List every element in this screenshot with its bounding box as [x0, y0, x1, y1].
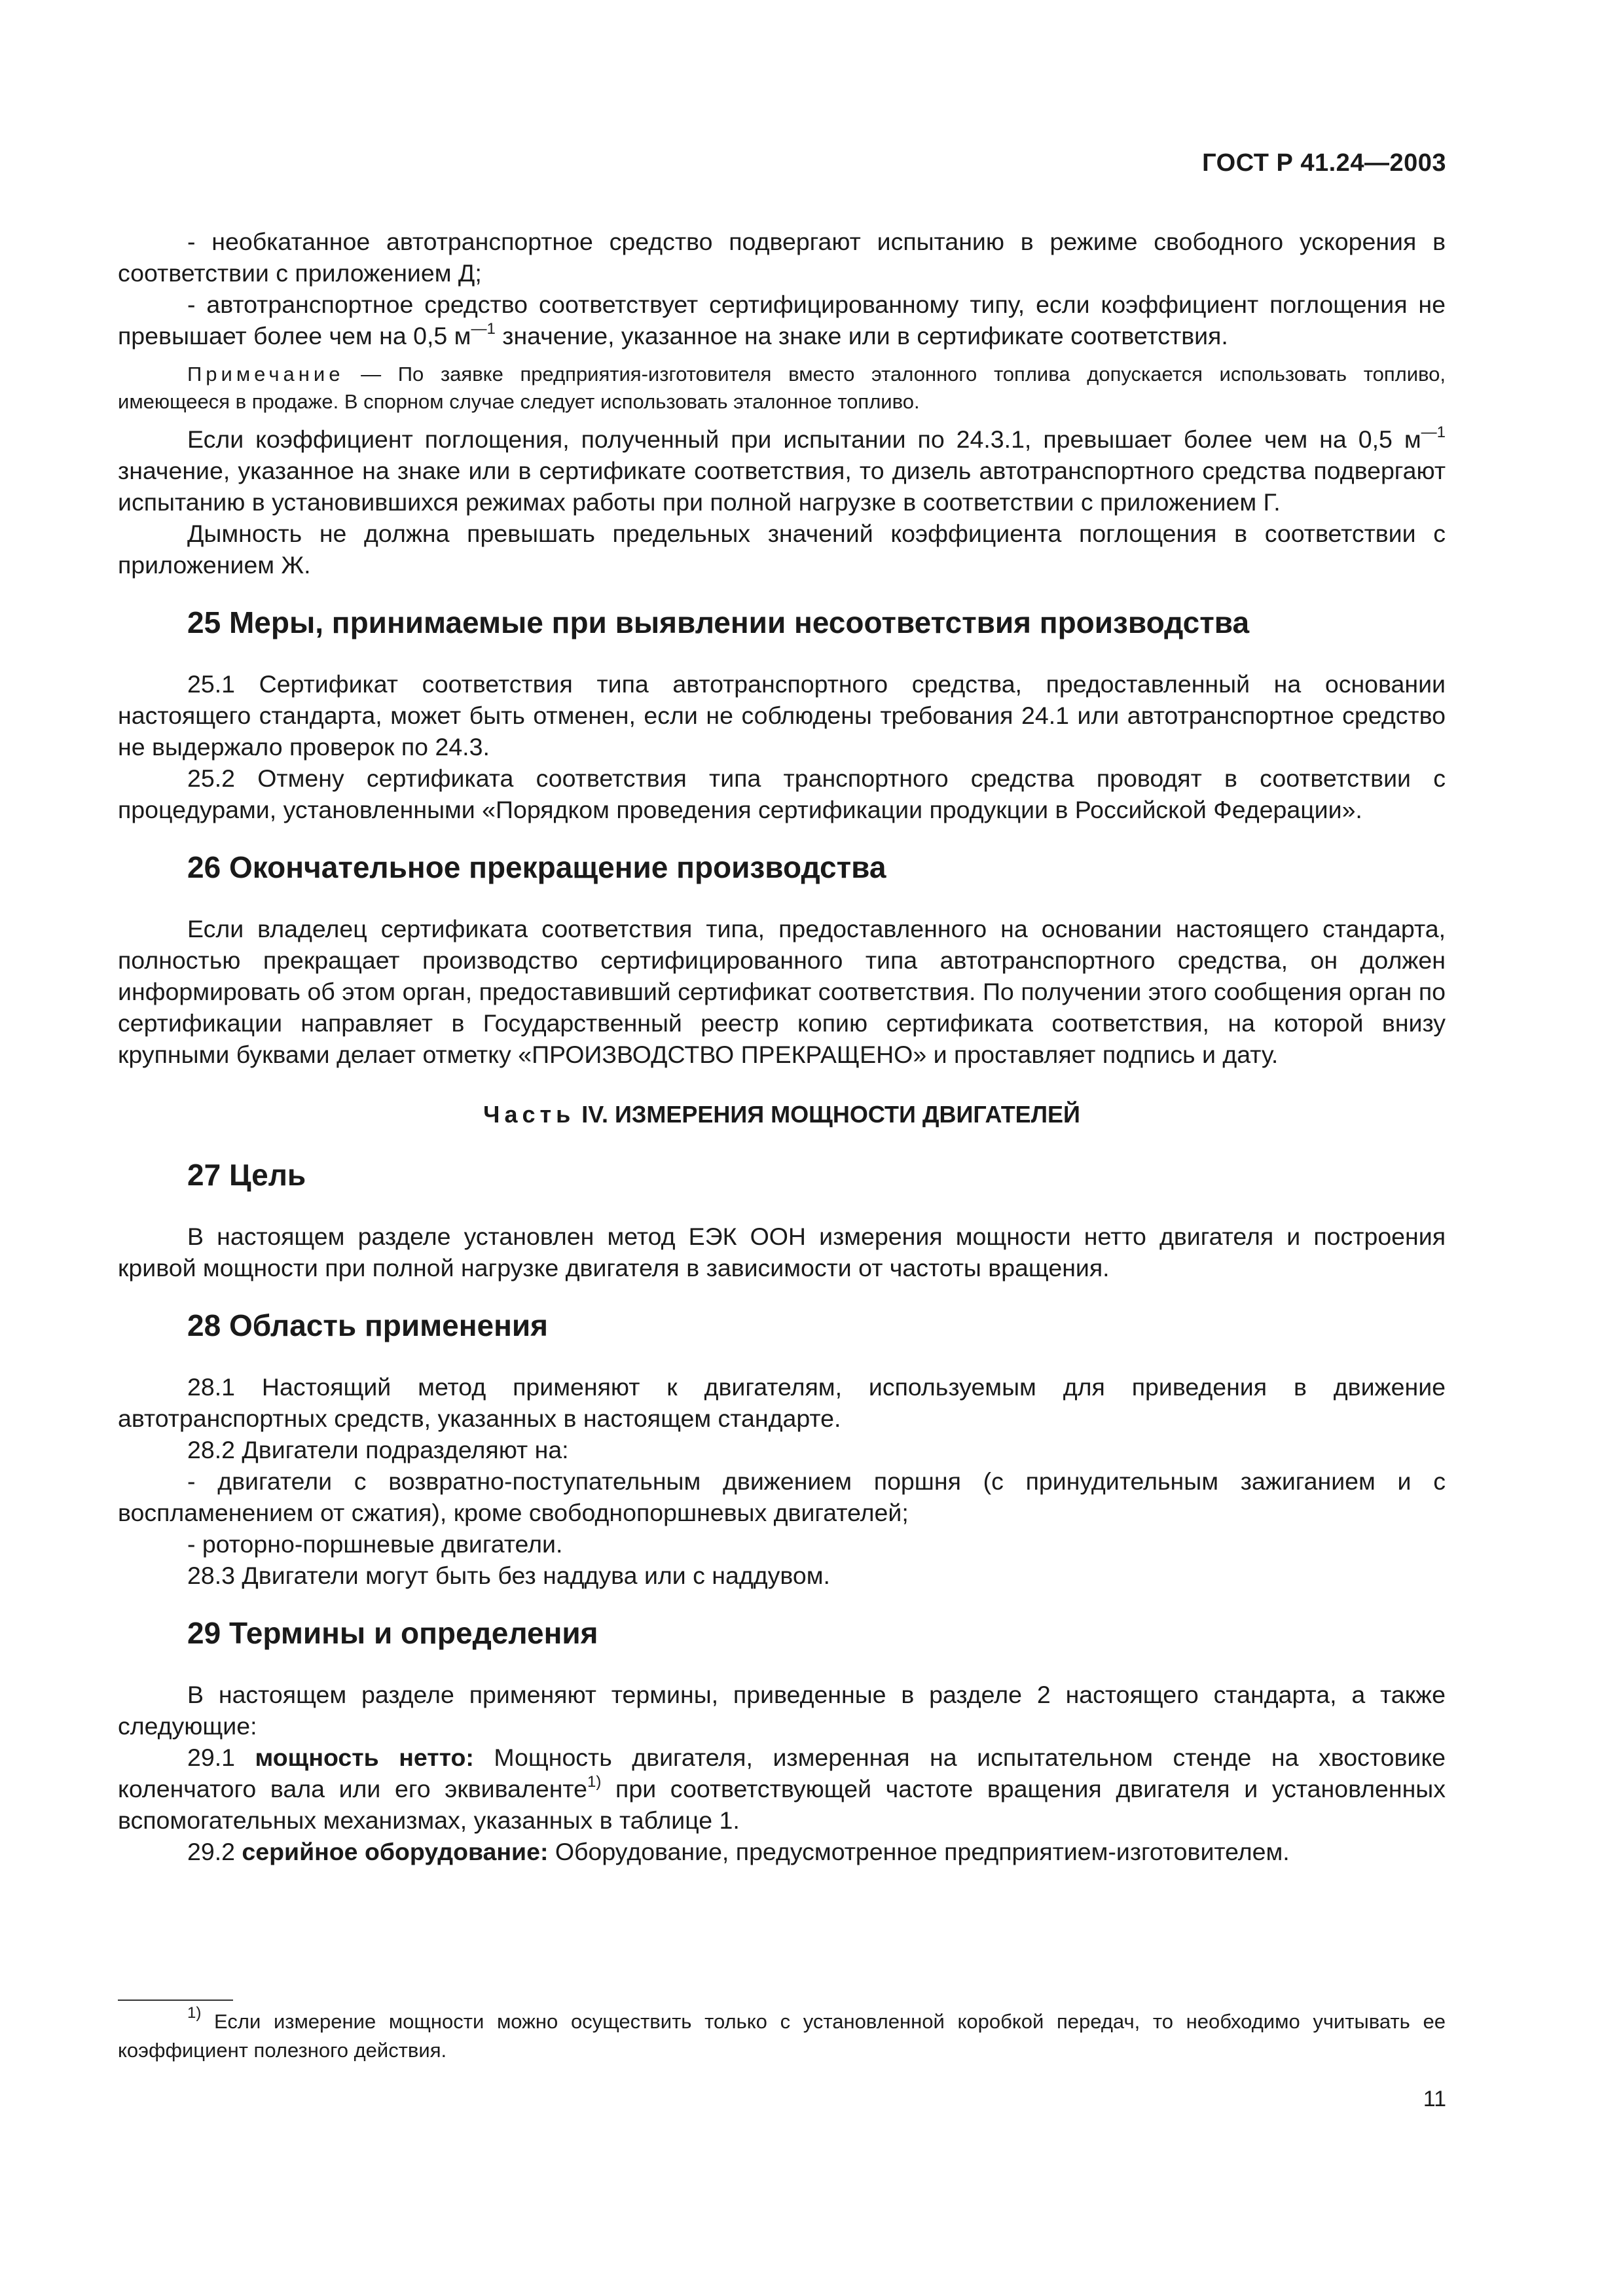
section-28-paragraph-5: 28.3 Двигатели могут быть без наддува или с наддувом. — [187, 1562, 830, 1589]
document-code-header: ГОСТ Р 41.24—2003 — [1202, 149, 1446, 177]
term-net-power: мощность нетто: — [255, 1744, 474, 1771]
section-26-paragraph-1: Если владелец сертификата соответствия типа, предоставленного на основании настоящего стандарта, полностью прекращает производство сертифицированного типа автотранспортного средства, он должен информировать об этом орган, предоставивший сертификат соответствия. По получении этого сообщения орган по сертификации направляет в Государственный реестр копию сертификата соответствия, на которой внизу крупными буквами делает отметку «ПРОИЗВОДСТВО ПРЕКРАЩЕНО» и проставляет подпись и дату. — [118, 915, 1446, 1068]
section-29-paragraph-3: 29.2 серийное оборудование: Оборудование, предусмотренное предприятием-изготовителем. — [187, 1838, 1290, 1865]
section-25-paragraph-1: 25.1 Сертификат соответствия типа автотранспортного средства, предоставленный на основании настоящего стандарта, может быть отменен, если не соблюдены требования 24.1 или автотранспортное средство не выдержало проверок по 24.3. — [118, 670, 1446, 761]
section-26-heading: 26 Окончательное прекращение производства — [187, 850, 886, 884]
section-28-paragraph-3: - двигатели с возвратно-поступательным движением поршня (с принудительным зажиганием и с воспламенением от сжатия), кроме свободнопоршневых двигателей; — [118, 1467, 1446, 1526]
section-28-heading: 28 Область применения — [187, 1308, 549, 1342]
footnote-mark: 1) — [187, 2004, 202, 2022]
footnote: $^{1)}$ Если измерение мощности можно осуществить только с установленной коробкой передач, то необходимо учитывать ее коэффициент полезного действия. — [118, 2004, 1446, 2062]
note-paragraph: Примечание — По заявке предприятия-изготовителя вместо эталонного топлива допускается использовать топливо, имеющееся в продаже. В спорном случае следует использовать эталонное топливо. — [118, 363, 1446, 413]
part-label: Часть — [483, 1101, 575, 1128]
section-28-paragraph-2: 28.2 Двигатели подразделяют на: — [187, 1436, 569, 1463]
section-28-paragraph-4: - роторно-поршневые двигатели. — [187, 1530, 563, 1558]
footnote-reference: 1) — [587, 1773, 602, 1791]
part-4-heading: Часть IV. ИЗМЕРЕНИЯ МОЩНОСТИ ДВИГАТЕЛЕЙ — [483, 1101, 1080, 1128]
document-body — [118, 226, 1446, 1867]
intro-paragraph-3: Если коэффициент поглощения, полученный при испытании по 24.3.1, превышает более чем на 0,5 $м^{—1}$ значение, указанное на знаке или в сертификате соответствия, то дизель автотранспортного средства подвергают испытанию в установившихся режимах работы при полной нагрузке в соответствии с приложением Г. — [118, 423, 1446, 516]
intro-paragraph-1: - необкатанное автотранспортное средство подвергают испытанию в режиме свободного ускорения в соответствии с приложением Д; — [118, 228, 1446, 287]
section-29-paragraph-2: 29.1 мощность нетто: Мощность двигателя, измеренная на испытательном стенде на хвостовике коленчатого вала или его эквиваленте$^{1)}$ при соответствующей частоте вращения двигателя и установленных вспомогательных механизмах, указанных в таблице 1. — [118, 1744, 1446, 1834]
intro-paragraph-2: - автотранспортное средство соответствует сертифицированному типу, если коэффициент поглощения не превышает более чем на 0,5 $м^{—1}$ значение, указанное на знаке или в сертификате соответствия. — [118, 291, 1446, 350]
section-25-paragraph-2: 25.2 Отмену сертификата соответствия типа транспортного средства проводят в соответствии с процедурами, установленными «Порядком проведения сертификации продукции в Российской Федерации». — [118, 764, 1446, 823]
note-label: Примечание — [187, 363, 344, 386]
footnote-divider — [118, 2000, 233, 2001]
section-29-heading: 29 Термины и определения — [187, 1616, 598, 1650]
page-number: 11 — [1423, 2087, 1446, 2111]
section-29-paragraph-1: В настоящем разделе применяют термины, приведенные в разделе 2 настоящего стандарта, а также следующие: — [118, 1681, 1446, 1740]
section-28-paragraph-1: 28.1 Настоящий метод применяют к двигателям, используемым для приведения в движение автотранспортных средств, указанных в настоящем стандарте. — [118, 1373, 1446, 1432]
section-27-paragraph-1: В настоящем разделе установлен метод ЕЭК ООН измерения мощности нетто двигателя и построения кривой мощности при полной нагрузке двигателя в зависимости от частоты вращения. — [118, 1223, 1446, 1282]
superscript: —1 — [1421, 423, 1446, 441]
term-serial-equipment: серийное оборудование: — [242, 1838, 549, 1865]
section-25-heading: 25 Меры, принимаемые при выявлении несоответствия производства — [187, 605, 1250, 639]
intro-paragraph-4: Дымность не должна превышать предельных значений коэффициента поглощения в соответствии с приложением Ж. — [118, 520, 1446, 579]
section-27-heading: 27 Цель — [187, 1158, 306, 1192]
superscript: —1 — [471, 320, 496, 338]
